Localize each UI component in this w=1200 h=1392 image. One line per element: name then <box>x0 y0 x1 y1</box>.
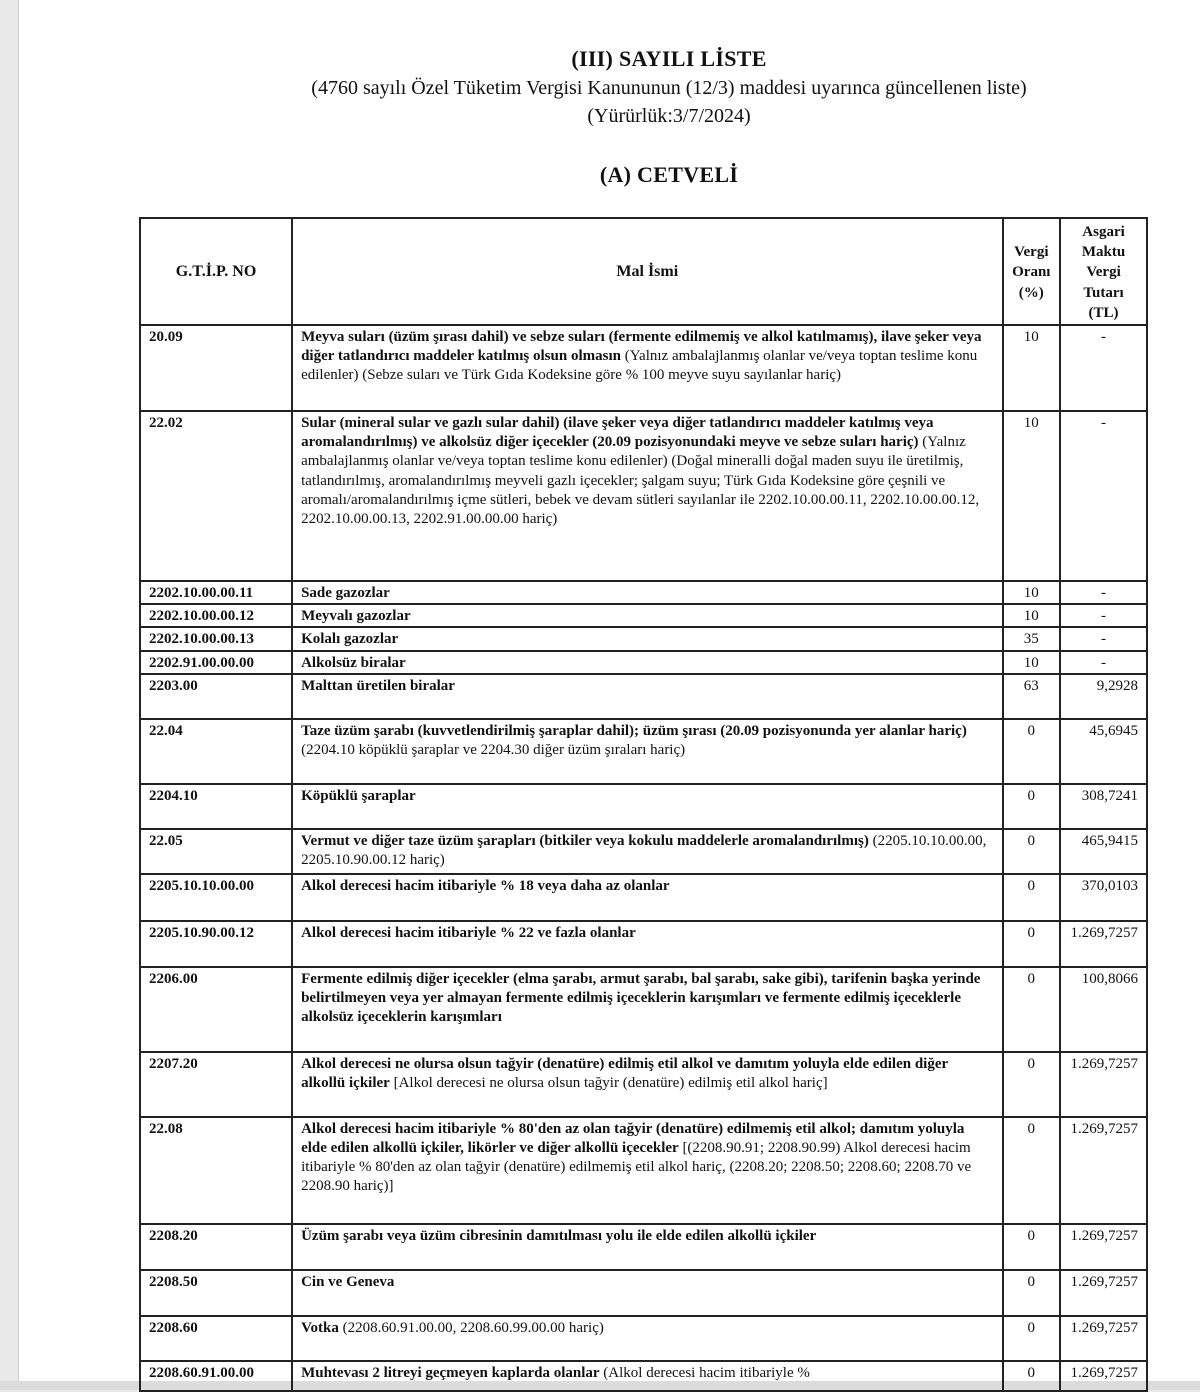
tax-rate: 10 <box>1003 325 1061 411</box>
tax-rate: 0 <box>1003 784 1061 829</box>
table-row <box>140 921 1147 967</box>
gtip-code: 22.04 <box>140 719 292 784</box>
product-name-bold: Muhtevası 2 litreyi geçmeyen kaplarda olanlar <box>301 1364 600 1381</box>
product-name <box>292 1117 1002 1224</box>
table-row <box>140 651 1147 674</box>
min-tax-amount: - <box>1060 411 1147 581</box>
product-name-bold: Malttan üretilen biralar <box>301 677 455 694</box>
table-row <box>140 627 1147 650</box>
gtip-code: 22.02 <box>140 411 292 581</box>
product-name <box>292 921 1002 967</box>
product-name <box>292 829 1002 874</box>
gtip-code: 20.09 <box>140 325 292 411</box>
product-name <box>292 651 1002 674</box>
gtip-code: 2208.60.91.00.00 <box>140 1361 292 1391</box>
table-row <box>140 874 1147 921</box>
table-row <box>140 1224 1147 1270</box>
tax-rate: 0 <box>1003 1361 1061 1391</box>
table-row <box>140 1361 1147 1391</box>
table-row <box>140 829 1147 874</box>
table-header-row <box>140 218 1147 325</box>
product-name <box>292 967 1002 1052</box>
gtip-code: 22.05 <box>140 829 292 874</box>
header-gtip: G.T.İ.P. NO <box>140 218 292 325</box>
gtip-code: 2203.00 <box>140 674 292 719</box>
min-tax-amount: 1.269,7257 <box>1060 1316 1147 1361</box>
product-name-bold: Alkolsüz biralar <box>301 654 406 671</box>
product-name-bold: Kolalı gazozlar <box>301 631 399 648</box>
gtip-code: 2208.20 <box>140 1224 292 1270</box>
effective-date: (Yürürlük:3/7/2024) <box>587 105 751 127</box>
header-min-tax: Asgari Maktu Vergi Tutarı (TL) <box>1060 218 1147 325</box>
header-tax-rate: Vergi Oranı (%) <box>1003 218 1061 325</box>
gtip-code: 2206.00 <box>140 967 292 1052</box>
product-name-bold: Alkol derecesi hacim itibariyle % 18 veya daha az olanlar <box>301 877 670 894</box>
product-name <box>292 784 1002 829</box>
product-name-bold: Meyvalı gazozlar <box>301 608 411 625</box>
product-name-bold: Taze üzüm şarabı (kuvvetlendirilmiş şaraplar dahil); üzüm şırası (20.09 pozisyonunda yer alanlar hariç) <box>301 722 967 739</box>
gtip-code: 2202.10.00.00.12 <box>140 604 292 627</box>
product-name-bold: Alkol derecesi ne olursa olsun tağyir (denatüre) edilmiş etil alkol ve damıtım yoluyla elde edilen diğer alkollü içkiler <box>301 1055 948 1091</box>
min-tax-amount: - <box>1060 627 1147 650</box>
tax-rate: 0 <box>1003 1052 1061 1117</box>
table-row <box>140 674 1147 719</box>
min-tax-amount: 370,0103 <box>1060 874 1147 921</box>
gtip-code: 2202.91.00.00.00 <box>140 651 292 674</box>
table-row <box>140 1052 1147 1117</box>
product-name-note: (Yalnız ambalajlanmış olanlar ve/veya toptan teslime konu edilenler) (Doğal mineralli doğal maden suyu ile üretilmiş, tatlandırılmış, aromalandırılmış meyveli gazlı içecekler; şalgam suyu; Türk Gıda Kodeksine göre çeşnili ve aromalı/aromalandırılmış içme sütleri, bebek ve devam sütleri sayılanlar ile 2202.10.00.00.11, 2202.10.00.00.12, 2202.10.00.00.13, 2202.91.00.00.00 hariç) <box>301 434 980 527</box>
table-row <box>140 1117 1147 1224</box>
product-name-note: (2204.10 köpüklü şaraplar ve 2204.30 diğer üzüm şıraları hariç) <box>301 741 686 758</box>
gtip-code: 2202.10.00.00.11 <box>140 581 292 604</box>
product-name <box>292 1361 1002 1391</box>
gtip-code: 22.08 <box>140 1117 292 1224</box>
tax-rate: 0 <box>1003 1224 1061 1270</box>
min-tax-amount: 1.269,7257 <box>1060 1052 1147 1117</box>
tax-rate: 10 <box>1003 581 1061 604</box>
table-row <box>140 967 1147 1052</box>
product-name-bold: Üzüm şarabı veya üzüm cibresinin damıtılması yolu ile elde edilen alkollü içkiler <box>301 1227 817 1244</box>
min-tax-amount: 9,2928 <box>1060 674 1147 719</box>
min-tax-amount: - <box>1060 581 1147 604</box>
product-name <box>292 719 1002 784</box>
product-name <box>292 1052 1002 1117</box>
min-tax-amount: 45,6945 <box>1060 719 1147 784</box>
product-name-bold: Alkol derecesi hacim itibariyle % 80'den az olan tağyir (denatüre) edilmemiş etil alkol; damıtım yoluyla elde edilen alkollü içkiler, likörler ve diğer alkollü içecekler <box>301 1120 965 1156</box>
tax-rate: 0 <box>1003 874 1061 921</box>
product-name-note: (2208.60.91.00.00, 2208.60.99.00.00 hariç) <box>338 1319 604 1336</box>
table-row <box>140 604 1147 627</box>
product-name-bold: Fermente edilmiş diğer içecekler (elma şarabı, armut şarabı, bal şarabı, sake gibi), tarifenin başka yerinde belirtilmeyen veya yer almayan fermente edilmiş içeceklerin karışımları ve fermente edilmiş içeceklerle alkolsüz içeceklerin karışımları <box>301 970 981 1026</box>
min-tax-amount: 1.269,7257 <box>1060 1224 1147 1270</box>
product-name <box>292 1316 1002 1361</box>
product-name-bold: Cin ve Geneva <box>301 1273 395 1290</box>
tax-rate: 0 <box>1003 1270 1061 1316</box>
min-tax-amount: 465,9415 <box>1060 829 1147 874</box>
gtip-code: 2202.10.00.00.13 <box>140 627 292 650</box>
min-tax-amount: 1.269,7257 <box>1060 1361 1147 1391</box>
min-tax-amount: 1.269,7257 <box>1060 1270 1147 1316</box>
tax-rate: 35 <box>1003 627 1061 650</box>
gtip-code: 2204.10 <box>140 784 292 829</box>
min-tax-amount: 1.269,7257 <box>1060 921 1147 967</box>
tax-rate: 0 <box>1003 1117 1061 1224</box>
list-subtitle: (4760 sayılı Özel Tüketim Vergisi Kanununun (12/3) maddesi uyarınca güncellenen liste) <box>311 77 1027 99</box>
product-name <box>292 874 1002 921</box>
min-tax-amount: 1.269,7257 <box>1060 1117 1147 1224</box>
gtip-code: 2208.50 <box>140 1270 292 1316</box>
table-row <box>140 581 1147 604</box>
product-name-note: (2205.10.10.00.00, 2205.10.90.00.12 hariç) <box>301 832 987 868</box>
tax-table <box>139 217 1148 1392</box>
table-title: (A) CETVELİ <box>599 162 739 187</box>
product-name-bold: Sade gazozlar <box>301 585 390 601</box>
table-row <box>140 411 1147 581</box>
product-name-bold: Köpüklü şaraplar <box>301 787 416 804</box>
table-row <box>140 784 1147 829</box>
tax-rate: 10 <box>1003 604 1061 627</box>
product-name <box>292 674 1002 719</box>
min-tax-amount: 308,7241 <box>1060 784 1147 829</box>
gtip-code: 2207.20 <box>140 1052 292 1117</box>
product-name <box>292 1224 1002 1270</box>
tax-rate: 0 <box>1003 921 1061 967</box>
table-row <box>140 1316 1147 1361</box>
product-name-note: (Yalnız ambalajlanmış olanlar ve/veya toptan teslime konu edilenler) (Sebze suları ve Türk Gıda Kodeksine göre % 100 meyve suyu sayılanlar hariç) <box>301 348 978 384</box>
product-name-bold: Votka <box>301 1319 339 1336</box>
min-tax-amount: - <box>1060 604 1147 627</box>
list-title: (III) SAYILI LİSTE <box>571 46 767 71</box>
product-name-bold: Meyva suları (üzüm şırası dahil) ve sebze suları (fermente edilmemiş ve alkol katılmamış), ilave şeker veya diğer tatlandırıcı maddeler katılmış olsun olmasın <box>301 329 982 365</box>
product-name <box>292 325 1002 411</box>
product-name <box>292 581 1002 604</box>
gtip-code: 2208.60 <box>140 1316 292 1361</box>
product-name-bold: Vermut ve diğer taze üzüm şarapları (bitkiler veya kokulu maddelerle aromalandırılmış) <box>301 832 869 849</box>
product-name-note: (Alkol derecesi hacim itibariyle % <box>599 1364 810 1381</box>
table-row <box>140 1270 1147 1316</box>
min-tax-amount: - <box>1060 651 1147 674</box>
product-name-note: [(2208.90.91; 2208.90.99) Alkol derecesi hacim itibariyle % 80'den az olan tağyir (denatüre) edilmemiş etil alkol hariç, (2208.20; 2208.50; 2208.60; 2208.70 ve 2208.90 hariç)] <box>301 1139 972 1195</box>
min-tax-amount: - <box>1060 325 1147 411</box>
tax-rate: 0 <box>1003 829 1061 874</box>
product-name-bold: Sular (mineral sular ve gazlı sular dahil) (ilave şeker veya diğer tatlandırıcı maddeler katılmış veya aromalandırılmış) ve alkolsüz diğer içecekler (20.09 pozisyonundaki meyve ve sebze suları hariç) <box>301 415 934 451</box>
product-name <box>292 627 1002 650</box>
header-product-name: Mal İsmi <box>292 218 1002 325</box>
tax-rate: 10 <box>1003 651 1061 674</box>
product-name <box>292 604 1002 627</box>
tax-rate: 63 <box>1003 674 1061 719</box>
product-name <box>292 1270 1002 1316</box>
table-row <box>140 719 1147 784</box>
tax-rate: 0 <box>1003 1316 1061 1361</box>
gtip-code: 2205.10.90.00.12 <box>140 921 292 967</box>
tax-rate: 0 <box>1003 967 1061 1052</box>
product-name <box>292 411 1002 581</box>
min-tax-amount: 100,8066 <box>1060 967 1147 1052</box>
tax-rate: 10 <box>1003 411 1061 581</box>
table-row <box>140 325 1147 411</box>
gtip-code: 2205.10.10.00.00 <box>140 874 292 921</box>
tax-rate: 0 <box>1003 719 1061 784</box>
product-name-bold: Alkol derecesi hacim itibariyle % 22 ve fazla olanlar <box>301 924 636 941</box>
product-name-note: [Alkol derecesi ne olursa olsun tağyir (denatüre) edilmiş etil alkol hariç] <box>389 1074 828 1091</box>
